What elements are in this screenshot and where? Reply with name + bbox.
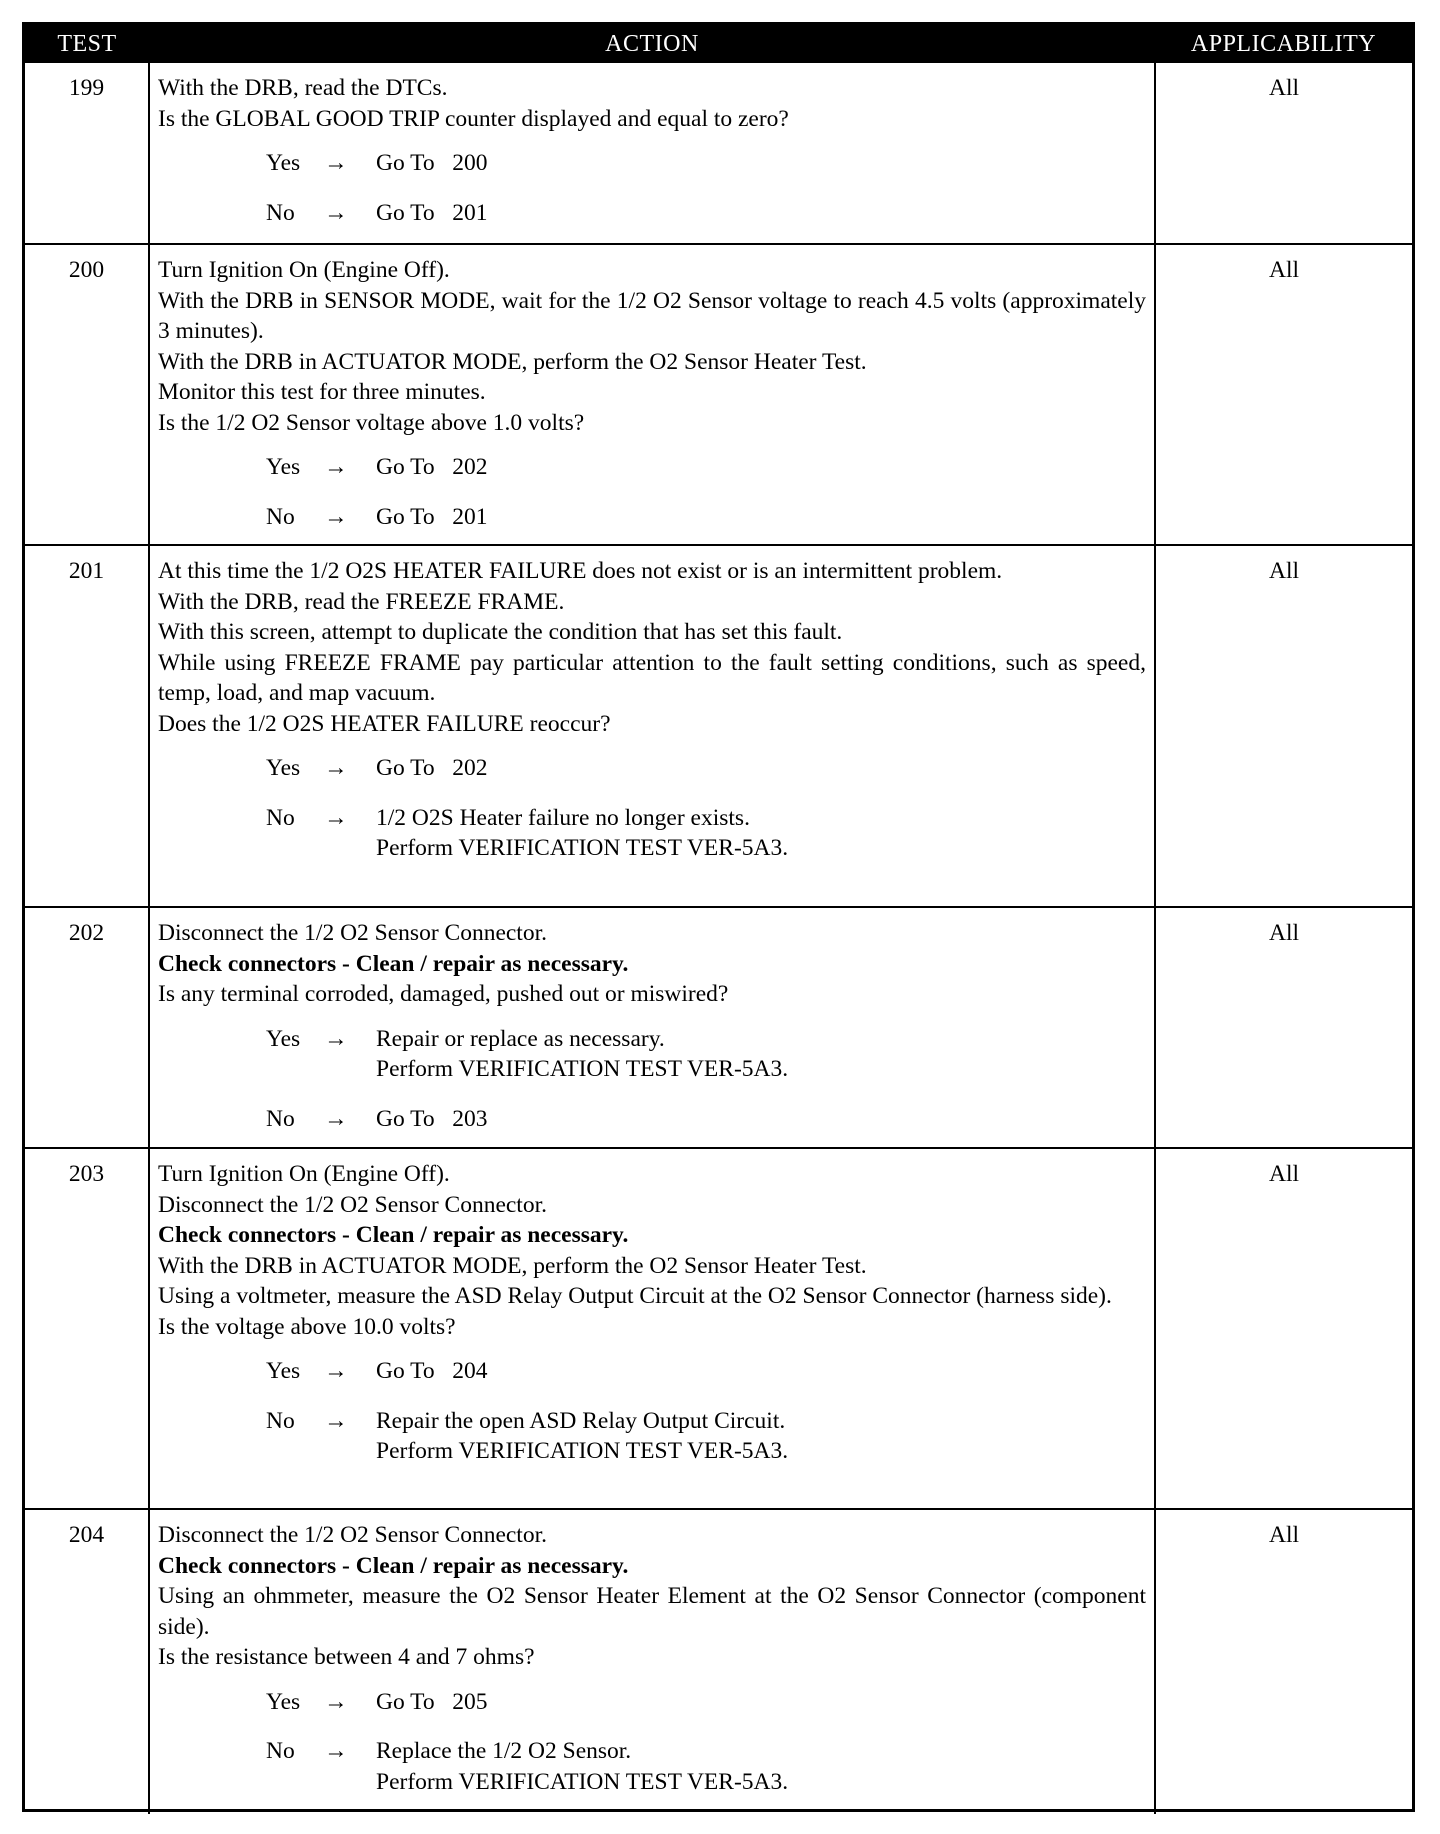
arrow-right-icon: → [324,755,348,781]
branch-result [376,753,1146,784]
action-instruction: While using FREEZE FRAME pay particular attention to the fault setting conditions, such as speed, temp, load, and map vacuum. [158,649,1146,706]
applicability-value: All [1155,545,1412,907]
branch-no [266,803,1146,864]
action-instruction: At this time the 1/2 O2S HEATER FAILURE does not exist or is an intermittent problem. [158,558,1003,584]
arrow-right-icon: → [324,1407,348,1434]
branch-answer: No [266,503,295,530]
branch-answer: No [266,199,295,226]
branch-answer: Yes [266,150,301,176]
branch-result-line: Replace the 1/2 O2 Sensor. [376,1738,632,1764]
branch-result-line: Repair the open ASD Relay Output Circuit. [376,1407,786,1434]
branch-no [266,1736,1146,1797]
branch-result-line: Repair or replace as necessary. [376,1025,665,1052]
table-row [25,545,1412,907]
branch-answer: Yes [266,454,301,480]
branch-list [158,753,1146,864]
branch-result [376,1104,1146,1135]
branch-result-line: Perform VERIFICATION TEST VER-5A3. [376,835,789,861]
branch-result-line: 1/2 O2S Heater failure no longer exists. [376,804,750,831]
branch-list [158,1356,1146,1467]
applicability-value: All [1268,75,1300,101]
action-instruction: Using an ohmmeter, measure the O2 Sensor Heater Element at the O2 Sensor Connector (component side). [158,1583,1146,1640]
action-instruction: With the DRB, read the DTCs. [158,75,448,101]
branch-result-line: Go To 203 [376,1105,488,1132]
action-instruction: Disconnect the 1/2 O2 Sensor Connector. [158,920,547,946]
arrow-right-icon: → [324,804,348,831]
action-cell [149,907,1155,1148]
branch-answer: Yes [266,1358,301,1384]
branch-list [158,1687,1146,1798]
branch-list [158,148,1146,228]
branch-result [376,1406,1146,1467]
arrow-right-icon: → [324,1688,348,1715]
branch-yes [266,452,1146,483]
arrow-right-icon: → [324,199,348,226]
branch-yes [266,1356,1146,1387]
branch-answer: No [266,804,295,831]
action-instruction: With the DRB in ACTUATOR MODE, perform the O2 Sensor Heater Test. [158,1252,867,1279]
arrow-right-icon: → [324,503,348,530]
branch-result [376,198,1146,229]
header-action: ACTION [149,25,1155,63]
branch-answer: No [266,1738,295,1764]
branch-result [376,1024,1146,1085]
branch-yes [266,753,1146,784]
branch-result-line: Go To 202 [376,755,488,781]
action-warning: Check connectors - Clean / repair as necessary. [158,1552,629,1579]
action-instruction: With the DRB in SENSOR MODE, wait for the 1/2 O2 Sensor voltage to reach 4.5 volts (approximately 3 minutes). [158,287,1146,344]
action-instruction: Using a voltmeter, measure the ASD Relay Output Circuit at the O2 Sensor Connector (harness side). [158,1283,1112,1309]
arrow-right-icon: → [324,454,348,480]
branch-result [376,803,1146,864]
branch-result-line: Go To 204 [376,1358,488,1384]
action-instruction: With the DRB in ACTUATOR MODE, perform the O2 Sensor Heater Test. [158,348,867,375]
branch-answer: Yes [266,1688,301,1715]
action-instruction: Is the resistance between 4 and 7 ohms? [158,1644,535,1670]
applicability-value: All [1155,1509,1412,1814]
action-instruction: With the DRB, read the FREEZE FRAME. [158,588,565,615]
table-row [25,63,1412,244]
action-instruction: Is any terminal corroded, damaged, pushed out or miswired? [158,981,729,1007]
test-number: 204 [25,1509,149,1814]
branch-no [266,198,1146,229]
action-warning: Check connectors - Clean / repair as necessary. [158,950,629,977]
table-row [25,1509,1412,1814]
action-warning: Check connectors - Clean / repair as necessary. [158,1222,629,1248]
action-cell [149,244,1155,545]
test-number: 201 [25,545,149,907]
branch-no [266,1406,1146,1467]
branch-result [376,148,1146,179]
test-table [25,25,1412,1814]
table-row [25,244,1412,545]
test-number: 203 [25,1148,149,1509]
action-cell [149,63,1155,244]
branch-answer: Yes [266,755,301,781]
applicability-value: All [1155,244,1412,545]
table-row [25,907,1412,1148]
branch-result [376,502,1146,533]
branch-result [376,1687,1146,1718]
branch-result-line: Perform VERIFICATION TEST VER-5A3. [376,1056,789,1082]
diagnostic-test-table [22,22,1415,1812]
action-cell [149,545,1155,907]
branch-result-line: Perform VERIFICATION TEST VER-5A3. [376,1768,789,1795]
action-instruction: Turn Ignition On (Engine Off). [158,1161,450,1187]
header-row [25,25,1412,63]
branch-list [158,452,1146,532]
arrow-right-icon: → [324,1025,348,1052]
header-applicability: APPLICABILITY [1155,25,1412,63]
table-row [25,1148,1412,1509]
branch-answer: No [266,1407,295,1434]
arrow-right-icon: → [324,1105,348,1132]
action-instruction: Disconnect the 1/2 O2 Sensor Connector. [158,1191,547,1218]
branch-result-line: Perform VERIFICATION TEST VER-5A3. [376,1438,789,1464]
test-number: 199 [68,75,105,101]
header-test: TEST [25,25,149,63]
branch-answer: No [266,1105,295,1132]
applicability-value: All [1155,907,1412,1148]
action-instruction: Is the 1/2 O2 Sensor voltage above 1.0 volts? [158,409,585,436]
branch-no [266,1104,1146,1135]
applicability-value: All [1155,1148,1412,1509]
action-instruction: Monitor this test for three minutes. [158,379,486,405]
action-cell [149,1509,1155,1814]
action-cell [149,1148,1155,1509]
action-instruction: Does the 1/2 O2S HEATER FAILURE reoccur? [158,710,611,737]
branch-yes [266,1687,1146,1718]
branch-result-line: Go To 201 [376,199,488,226]
branch-yes [266,1024,1146,1085]
action-instruction: Is the GLOBAL GOOD TRIP counter displayed and equal to zero? [158,105,789,132]
branch-yes [266,148,1146,179]
arrow-right-icon: → [324,150,348,176]
branch-result [376,1736,1146,1797]
action-instruction: Disconnect the 1/2 O2 Sensor Connector. [158,1522,547,1548]
branch-list [158,1024,1146,1135]
test-number: 202 [25,907,149,1148]
branch-result-line: Go To 205 [376,1688,488,1715]
arrow-right-icon: → [324,1738,348,1764]
branch-answer: Yes [266,1025,301,1052]
action-instruction: Turn Ignition On (Engine Off). [158,257,450,283]
branch-result-line: Go To 202 [376,454,488,480]
branch-result-line: Go To 201 [376,503,488,530]
action-instruction: With this screen, attempt to duplicate the condition that has set this fault. [158,619,843,645]
branch-no [266,502,1146,533]
branch-result-line: Go To 200 [376,150,488,176]
branch-result [376,452,1146,483]
branch-result [376,1356,1146,1387]
action-instruction: Is the voltage above 10.0 volts? [158,1313,456,1340]
arrow-right-icon: → [324,1358,348,1384]
test-number: 200 [25,244,149,545]
